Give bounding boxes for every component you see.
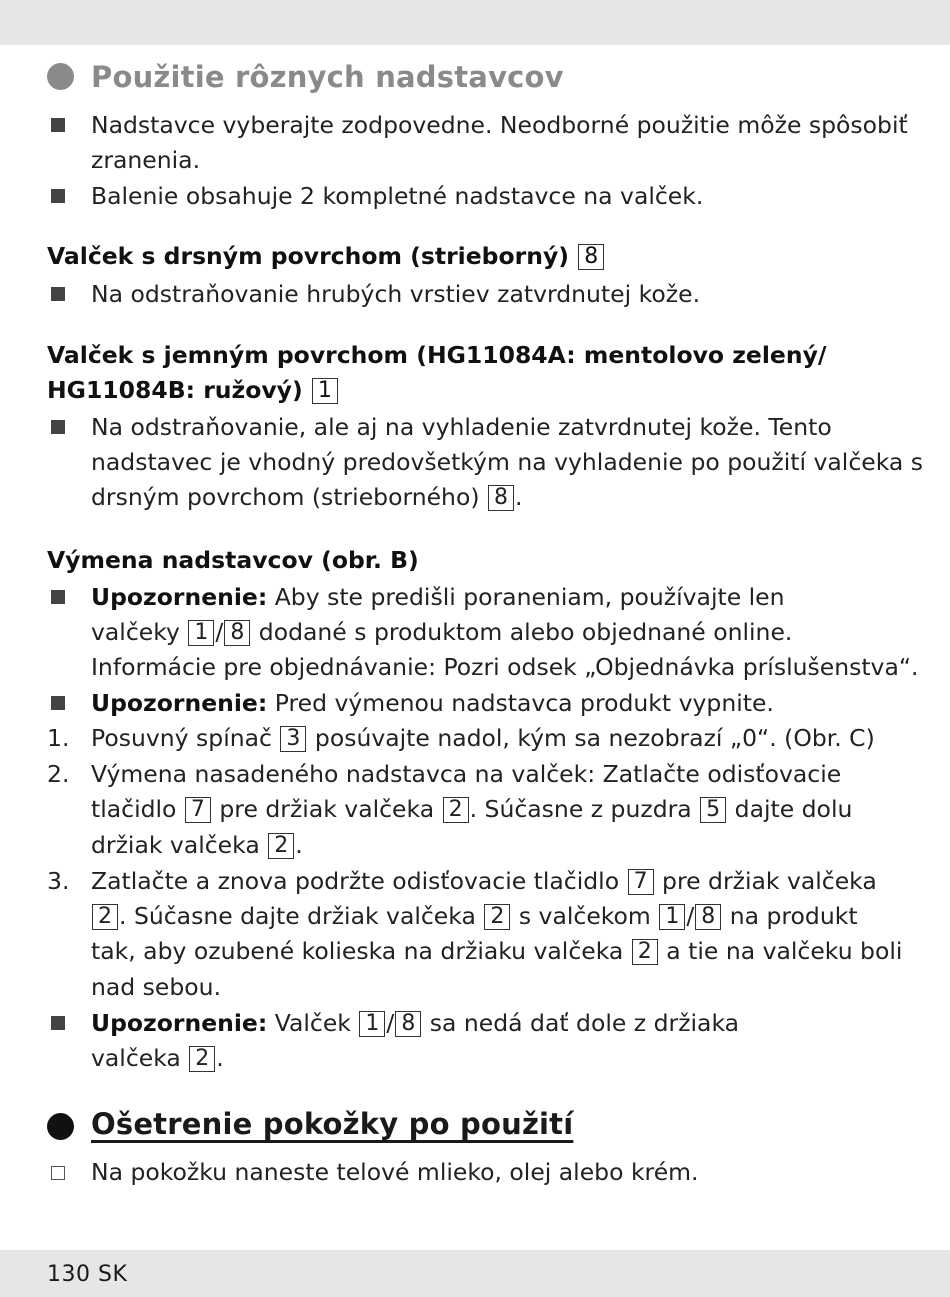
- step-text-cont: nad sebou.: [91, 973, 222, 1001]
- note-text-cont: valčeka 2 .: [91, 1044, 224, 1072]
- step-text-cont: tlačidlo 7 pre držiak valčeka 2 . Súčasne z puzdra 5 dajte dolu: [91, 795, 853, 823]
- ref-box: 2: [632, 939, 658, 965]
- note-text: Upozornenie: Pred výmenou nadstavca produkt vypnite.: [91, 689, 774, 717]
- ref-box: 2: [268, 833, 294, 859]
- ref-box: 2: [484, 904, 510, 930]
- bullet-text-cont: nadstavec je vhodný predovšetkým na vyhladenie po použití valčeka s: [91, 448, 924, 476]
- square-bullet-icon: [51, 287, 65, 301]
- subheading-fine-roller: Valček s jemným povrchom (HG11084A: mentolovo zelený/: [47, 341, 827, 369]
- note-text-cont: valčeky 1 / 8 dodané s produktom alebo objednané online.: [91, 618, 793, 646]
- step-text: Výmena nasadeného nadstavca na valček: Zatlačte odisťovacie: [91, 760, 842, 788]
- footer-band: [0, 1250, 950, 1297]
- square-bullet-icon: [51, 118, 65, 132]
- bullet-text: Nadstavce vyberajte zodpovedne. Neodborné použitie môže spôsobiť: [91, 111, 908, 139]
- bullet-text-cont: drsným povrchom (strieborného) 8 .: [91, 483, 523, 511]
- ref-box: 8: [488, 485, 514, 511]
- ref-box: 2: [189, 1046, 215, 1072]
- ref-box: 2: [92, 904, 118, 930]
- ref-box: 8: [395, 1011, 421, 1037]
- subheading-rough-roller: Valček s drsným povrchom (strieborný) 8: [47, 242, 605, 270]
- square-bullet-icon: [51, 590, 65, 604]
- square-bullet-icon: [51, 696, 65, 710]
- ref-box: 1: [188, 620, 214, 646]
- step-text: Posuvný spínač 3 posúvajte nadol, kým sa nezobrazí „0“. (Obr. C): [91, 724, 875, 752]
- checkbox-square-icon: [51, 1166, 65, 1180]
- ref-box: 8: [224, 620, 250, 646]
- step-number: 2.: [47, 760, 70, 788]
- list-item: Na pokožku naneste telové mlieko, olej alebo krém.: [91, 1158, 699, 1186]
- subheading-fine-roller-cont: HG11084B: ružový) 1: [47, 376, 339, 404]
- bullet-dot-icon: [47, 1113, 74, 1140]
- bullet-dot-icon: [47, 63, 74, 90]
- ref-box: 5: [700, 797, 726, 823]
- bullet-text-cont: zranenia.: [91, 146, 201, 174]
- page-number: 130 SK: [47, 1262, 128, 1287]
- bullet-text: Balenie obsahuje 2 kompletné nadstavce na valček.: [91, 182, 704, 210]
- ref-box: 7: [628, 869, 654, 895]
- square-bullet-icon: [51, 189, 65, 203]
- ref-box: 8: [578, 244, 604, 270]
- ref-box: 1: [659, 904, 685, 930]
- step-number: 3.: [47, 867, 70, 895]
- square-bullet-icon: [51, 420, 65, 434]
- ref-box: 2: [443, 797, 469, 823]
- ref-box: 1: [312, 378, 338, 404]
- bullet-text: Na odstraňovanie hrubých vrstiev zatvrdnutej kože.: [91, 280, 701, 308]
- ref-box: 8: [695, 904, 721, 930]
- step-text-cont: tak, aby ozubené kolieska na držiaku valčeka 2 a tie na valčeku boli: [91, 937, 903, 965]
- step-text-cont: 2 . Súčasne dajte držiak valčeka 2 s valčekom 1 / 8 na produkt: [91, 899, 858, 934]
- top-band: [0, 0, 950, 45]
- step-text: Zatlačte a znova podržte odisťovacie tlačidlo 7 pre držiak valčeka: [91, 867, 877, 895]
- note-text-cont: Informácie pre objednávanie: Pozri odsek „Objednávka príslušenstva“.: [91, 653, 919, 681]
- square-bullet-icon: [51, 1016, 65, 1030]
- ref-box: 3: [280, 726, 306, 752]
- step-text-cont: držiak valčeka 2 .: [91, 831, 303, 859]
- ref-box: 7: [185, 797, 211, 823]
- subheading-exchange: Výmena nadstavcov (obr. B): [47, 546, 419, 574]
- ref-box: 1: [359, 1011, 385, 1037]
- note-text: Upozornenie: Aby ste predišli poraneniam, používajte len: [91, 583, 785, 611]
- step-number: 1.: [47, 724, 70, 752]
- note-text: Upozornenie: Valček 1 / 8 sa nedá dať dole z držiaka: [91, 1009, 740, 1037]
- bullet-text: Na odstraňovanie, ale aj na vyhladenie zatvrdnutej kože. Tento: [91, 413, 832, 441]
